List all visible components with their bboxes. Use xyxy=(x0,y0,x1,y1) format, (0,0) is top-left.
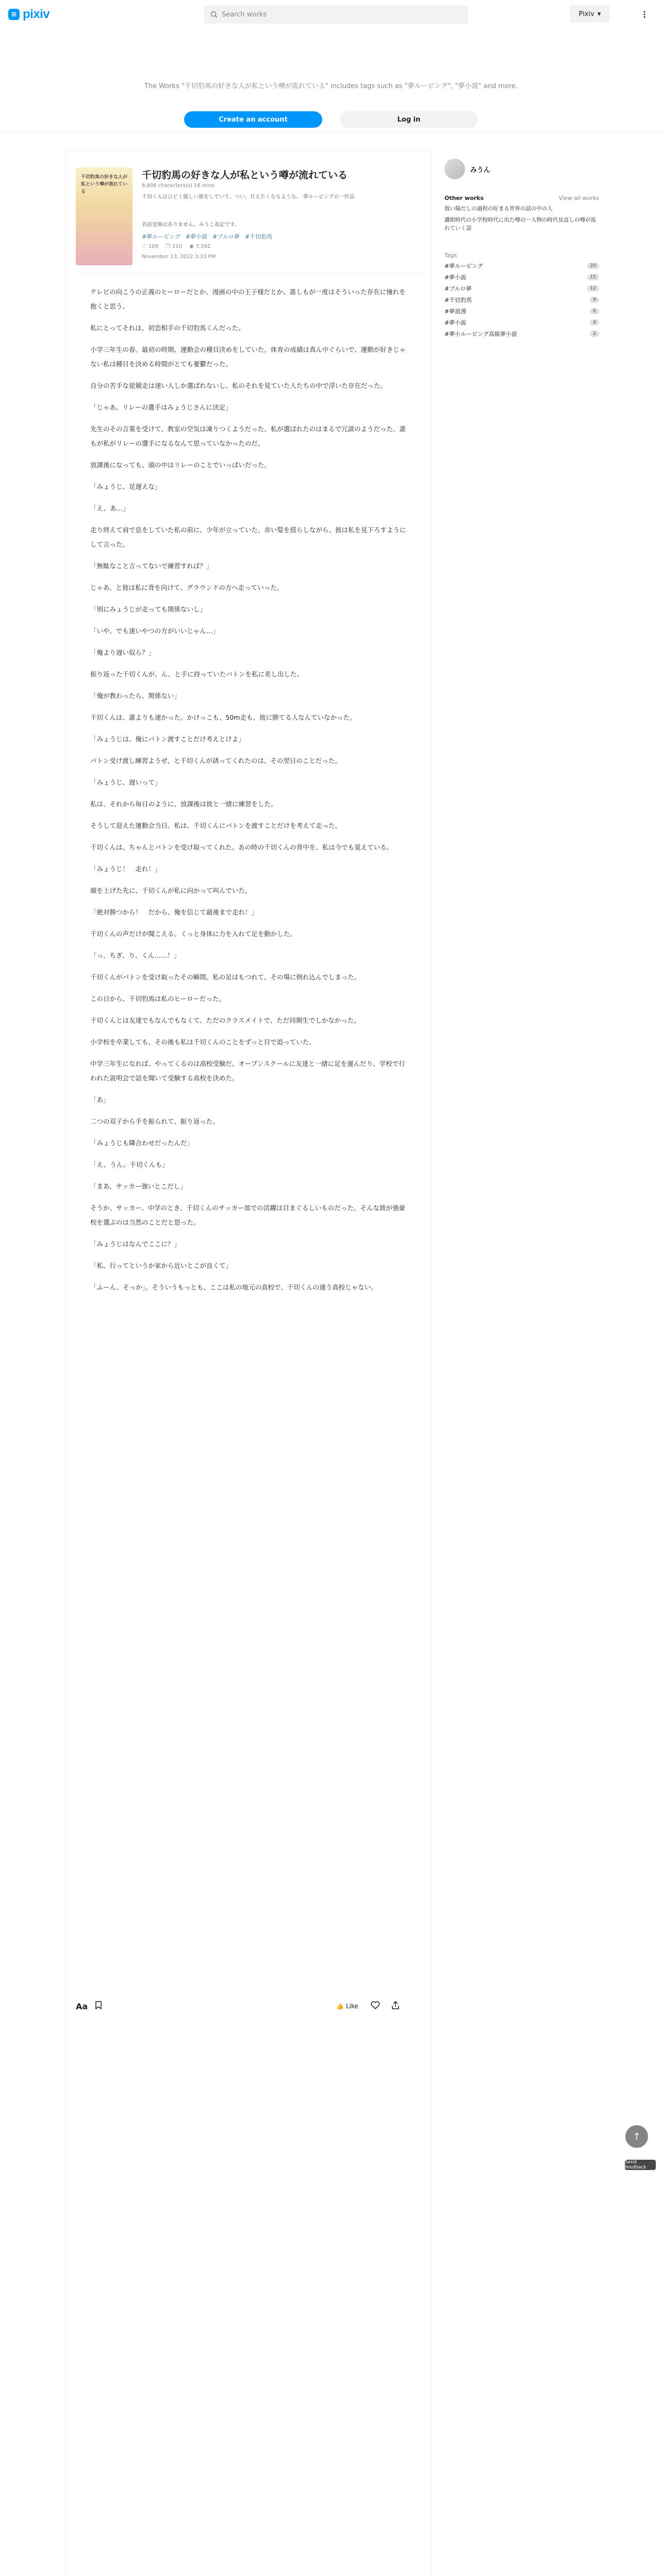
work-title: 千切豹馬の好きな人が私という噂が流れている xyxy=(142,170,348,181)
sidebar-tag-count: 6 xyxy=(590,308,599,314)
novel-paragraph: 千切くんは、誰よりも速かった。かけっこも、50m走も、彼に勝てる人なんていなかった。 xyxy=(90,714,356,721)
avatar[interactable] xyxy=(444,159,465,179)
novel-paragraph: 「みょうじも隣合わせだったんだ」 xyxy=(90,1139,194,1147)
sidebar-tag-name: #夢小説 xyxy=(444,319,467,326)
menu-icon[interactable]: ≡ xyxy=(8,9,20,20)
signup-banner xyxy=(0,29,662,132)
sidebar-tag-name: #ブルロ夢 xyxy=(444,285,472,292)
sidebar xyxy=(444,159,599,338)
author-name[interactable]: みうん xyxy=(470,166,491,174)
sidebar-tag-count: 2 xyxy=(590,331,599,337)
like-label: Like xyxy=(345,2003,358,2010)
sidebar-tag-name: #千切豹馬 xyxy=(444,297,472,303)
novel-paragraph: 「絶対勝つから！ だから、俺を信じて最後まで走れ！」 xyxy=(90,908,258,916)
work-tag[interactable]: #千切豹馬 xyxy=(245,233,273,240)
novel-paragraph: 千切くんがバトンを受け取ったその瞬間、私の足はもつれて、その場に倒れ込んでしまった。 xyxy=(90,973,361,981)
search-bar[interactable] xyxy=(204,5,468,24)
font-size-icon[interactable]: Aa xyxy=(76,2001,88,2011)
novel-paragraph: この日から、千切豹馬は私のヒーローだった。 xyxy=(90,995,226,1003)
login-button[interactable]: Log in xyxy=(340,111,478,128)
novel-card xyxy=(66,150,432,2576)
top-header xyxy=(0,0,662,29)
action-bar xyxy=(76,1998,422,2014)
other-works-title: Other works xyxy=(444,195,484,201)
novel-paragraph: 「みょうじ、遅いって」 xyxy=(90,778,161,786)
novel-paragraph: 「みょうじ、足遅えな」 xyxy=(90,483,161,490)
heart-icon: ♡ xyxy=(142,244,146,249)
feedback-button[interactable]: Send feedback xyxy=(625,2160,656,2170)
author-profile[interactable] xyxy=(444,159,599,179)
cover-title: 千切豹馬の好きな人が私という噂が流れている xyxy=(81,175,128,194)
novel-paragraph: 千切くんの声だけが聞こえる。くっと身体に力を入れて足を動かした。 xyxy=(90,930,296,938)
view-count: ◉ 7,592 xyxy=(189,244,211,249)
novel-paragraph: 「ふーん、そっか」。そういうもっとも、ここは私の地元の高校で、千切くんの通う高校じゃない。 xyxy=(90,1283,377,1291)
sidebar-tag-count: 4 xyxy=(590,319,599,326)
work-meta: 8,808 characters(s) 16 mins xyxy=(142,183,215,189)
other-works-list xyxy=(444,205,599,232)
novel-paragraph: 千切くんとは友達でもなんでもなくて、ただのクラスメイトで、ただ同期生でしかなかった。 xyxy=(90,1016,360,1024)
scroll-to-top-button[interactable]: ↑ xyxy=(625,2125,648,2148)
work-tag[interactable]: #夢小説 xyxy=(186,233,208,240)
bookmark-icon: ❐ xyxy=(166,244,171,249)
work-tags xyxy=(142,232,272,241)
novel-paragraph: 走り終えて肩で息をしていた私の前に、少年が立っていた。赤い髪を揺らしながら、彼は私を見下ろすようにして言った。 xyxy=(90,526,406,548)
work-tag[interactable]: #夢ルーピング xyxy=(142,233,180,240)
banner-text: The Works "千切豹馬の好きな人が私という噂が流れている" includes tags such as "夢ルーピング", "夢小説" and more. xyxy=(144,82,518,90)
novel-paragraph: 「みょうじ！ 走れ！」 xyxy=(90,865,161,873)
novel-paragraph: そうか、サッカー。中学のとき、千切くんのサッカー部での活躍は目まぐるしいものだった。そんな彼が強豪校を選ぶのは当然のことだと思った。 xyxy=(90,1204,406,1226)
novel-paragraph: 先生のその言葉を受けて、教室の空気は凍りつくようだった。私が選ばれたのはまるで冗談のようだった。誰もが私がリレーの選手になるなんて思っていなかったのだ。 xyxy=(90,425,406,447)
novel-paragraph: 小学校を卒業しても、その後も私は千切くんのことをずっと目で追っていた。 xyxy=(90,1038,316,1046)
novel-paragraph: 「無駄なこと言ってないで練習すれば？」 xyxy=(90,562,213,570)
novel-paragraph: 「俺より遅い奴ら？」 xyxy=(90,649,155,656)
bookmark-count: ❐ 210 xyxy=(166,244,183,249)
sidebar-tag[interactable] xyxy=(444,318,599,327)
other-work-item[interactable]: 濃紺時代の小学校時代に出た噂の一人物の時代見直しの噂が流れていく話 xyxy=(444,217,596,231)
logo-text: pixiv xyxy=(23,7,50,21)
other-work-item[interactable]: 低い陽だしの過程の好まる世界の話の中の人 xyxy=(444,206,553,212)
novel-paragraph: じゃあ、と彼は私に背を向けて、グラウンドの方へ走っていった。 xyxy=(90,584,284,591)
sidebar-tag-list xyxy=(444,262,599,338)
publish-date: November 13, 2022 3:33 PM xyxy=(142,254,216,260)
work-header xyxy=(76,163,422,274)
novel-paragraph: 私にとってそれは、初恋相手の千切豹馬くんだった。 xyxy=(90,324,245,332)
novel-paragraph: 「え、あ…」 xyxy=(90,504,129,512)
search-input[interactable] xyxy=(222,11,449,19)
pixiv-logo[interactable] xyxy=(8,7,49,22)
language-button[interactable] xyxy=(570,5,610,23)
novel-paragraph: 「いや、でも速いやつの方がいいじゃん…」 xyxy=(90,627,219,635)
novel-paragraph: 私は、それから毎日のように、放課後は彼と一緒に練習をした。 xyxy=(90,800,277,808)
novel-paragraph: 「俺が教わったら、関係ない」 xyxy=(90,692,180,700)
novel-paragraph: 「あ」 xyxy=(90,1096,110,1104)
sidebar-tag-count: 20 xyxy=(587,263,599,269)
other-works-header xyxy=(444,195,599,201)
like-count: ♡ 109 xyxy=(142,244,159,249)
heart-outline-icon[interactable] xyxy=(371,2001,380,2011)
sidebar-tag[interactable] xyxy=(444,296,599,304)
sidebar-tag[interactable] xyxy=(444,262,599,270)
sidebar-tag-name: #夢浪漫 xyxy=(444,308,467,315)
sidebar-tag-count: 9 xyxy=(590,297,599,303)
sidebar-tags-title: Tags xyxy=(444,252,457,259)
work-caption-note: 名前変換はありません。みうこ表記です。 xyxy=(142,222,240,228)
eye-icon: ◉ xyxy=(189,244,194,249)
novel-paragraph: そうして迎えた運動会当日。私は、千切くんにバトンを渡すことだけを考えて走った。 xyxy=(90,822,342,829)
cover-image[interactable] xyxy=(76,167,133,265)
sidebar-tag[interactable] xyxy=(444,307,599,315)
sidebar-tag-count: 12 xyxy=(587,285,599,292)
chevron-down-icon: ▾ xyxy=(597,10,601,18)
search-icon xyxy=(210,11,218,18)
novel-paragraph: 「まあ、サッカー強いとこだし」 xyxy=(90,1182,187,1190)
novel-paragraph: 「別にみょうじが走っても関係ないし」 xyxy=(90,605,207,613)
more-menu-icon[interactable] xyxy=(637,7,652,22)
sidebar-tag[interactable] xyxy=(444,284,599,293)
novel-paragraph: 「じゃあ、リレーの選手はみょうじさんに決定」 xyxy=(90,403,232,411)
novel-paragraph: 放課後になっても、頭の中はリレーのことでいっぱいだった。 xyxy=(90,461,271,469)
novel-paragraph: テレビの向こうの正義のヒーローだとか、漫画の中の王子様だとか、誰しもが一度はそういった存在に憧れを抱くと思う。 xyxy=(90,288,406,310)
work-tag[interactable]: #ブルロ夢 xyxy=(212,233,240,240)
novel-paragraph: 千切くんは、ちゃんとバトンを受け取ってくれた。あの時の千切くんの背中を、私は今でも覚えている。 xyxy=(90,843,393,851)
sidebar-tag-name: #夢小ルーピング高級夢小説 xyxy=(444,331,517,337)
sidebar-tag[interactable] xyxy=(444,273,599,281)
novel-paragraph: 中学三年生になれば、やってくるのは高校受験だ。オープンスクールに友達と一緒に足を運んだり、学校で行われた説明会で話を聞いて受験する高校を決めた。 xyxy=(90,1060,405,1082)
work-stats xyxy=(142,244,211,249)
thumbs-up-icon: 👍 xyxy=(336,2003,344,2010)
novel-paragraph: 「っ、ちぎ、り、くん……！」 xyxy=(90,952,180,959)
bookmark-outline-icon[interactable] xyxy=(95,2001,102,2011)
sidebar-tag-name: #夢ルーピング xyxy=(444,263,483,269)
novel-paragraph: 「みょうじはなんでここに？」 xyxy=(90,1240,181,1248)
novel-body xyxy=(90,285,407,1302)
novel-paragraph: 「私、行ってというか家から近いとこが良くて」 xyxy=(90,1262,233,1269)
novel-paragraph: 小学三年生の春。最初の時期、運動会の種目決めをしていた。体育の成績は真ん中ぐらいで、運動が好きじゃない私は種目を決める時間がとても憂鬱だった。 xyxy=(90,346,406,368)
view-all-works-link[interactable]: View all works xyxy=(558,195,599,201)
sidebar-tag-count: 15 xyxy=(587,274,599,280)
create-account-button[interactable]: Create an account xyxy=(184,111,322,128)
like-button[interactable] xyxy=(336,2003,358,2010)
language-label: Pixiv xyxy=(578,10,594,18)
novel-paragraph: 「え、うん。千切くんも」 xyxy=(90,1161,169,1168)
sidebar-tag[interactable] xyxy=(444,330,599,338)
work-caption: 千切くんはひどく優しい顔をしていて、つい、甘えたくなるような。 夢ルーピングの一作品 xyxy=(142,194,355,200)
novel-paragraph: 顔を上げた先に、千切くんが私に向かって叫んでいた。 xyxy=(90,887,252,894)
novel-paragraph: 二つの双子から手を振られて、振り返った。 xyxy=(90,1117,219,1125)
novel-paragraph: 振り返った千切くんが、ん、と手に持っていたバトンを私に差し出した。 xyxy=(90,670,304,678)
share-icon[interactable] xyxy=(391,2001,400,2011)
novel-paragraph: 「みょうじは、俺にバトン渡すことだけ考えとけよ」 xyxy=(90,735,245,743)
novel-paragraph: 自分の苦手な徒競走は速い人しか選ばれないし、私のそれを見ていた人たちの中で浮いた存在だった。 xyxy=(90,382,387,389)
sidebar-tag-name: #夢小説 xyxy=(444,274,467,281)
novel-paragraph: バトン受け渡し練習ようぜ、と千切くんが誘ってくれたのは、その翌日のことだった。 xyxy=(90,757,341,765)
